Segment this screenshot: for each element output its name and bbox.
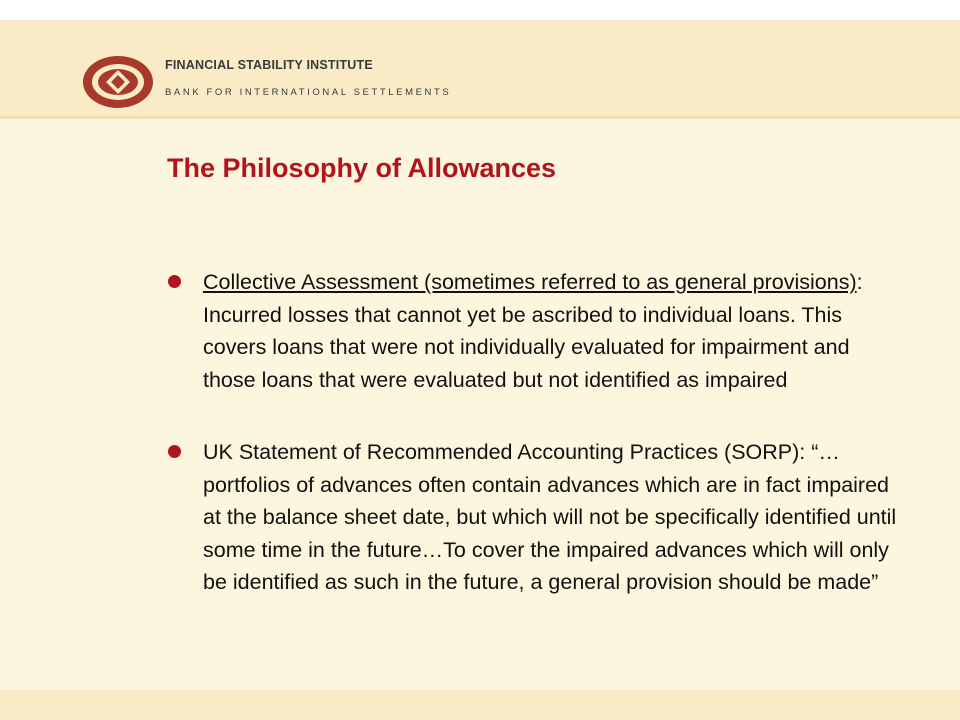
bullet-text: : Incurred losses that cannot yet be ascribed to individual loans. This covers loans that were not individually evaluated for impairment and those loans that were evaluated but not identified as impaired	[203, 270, 863, 392]
top-strip	[0, 0, 960, 20]
bullet-item-collective-assessment	[167, 266, 907, 396]
bis-logo-icon	[82, 55, 154, 109]
slide-title: The Philosophy of Allowances	[167, 153, 557, 183]
bullet-list	[167, 266, 907, 599]
bullet-text: UK Statement of Recommended Accounting Practices (SORP): “…portfolios of advances often contain advances which are in fact impaired at the balance sheet date, but which will not be specifically identified until some time in the future…To cover the impaired advances which will only be identified as such in the future, a general provision should be made”	[203, 440, 897, 594]
org-name: FINANCIAL STABILITY INSTITUTE	[165, 58, 373, 72]
bullet-item-uk-sorp	[167, 436, 907, 599]
footer-band	[0, 690, 960, 720]
bullet-dot-icon	[168, 445, 181, 458]
bullet-dot-icon	[168, 275, 181, 288]
header-band	[0, 20, 960, 119]
bullet-term: Collective Assessment (sometimes referred to as general provisions)	[203, 270, 857, 294]
org-subtitle: BANK FOR INTERNATIONAL SETTLEMENTS	[165, 87, 452, 98]
